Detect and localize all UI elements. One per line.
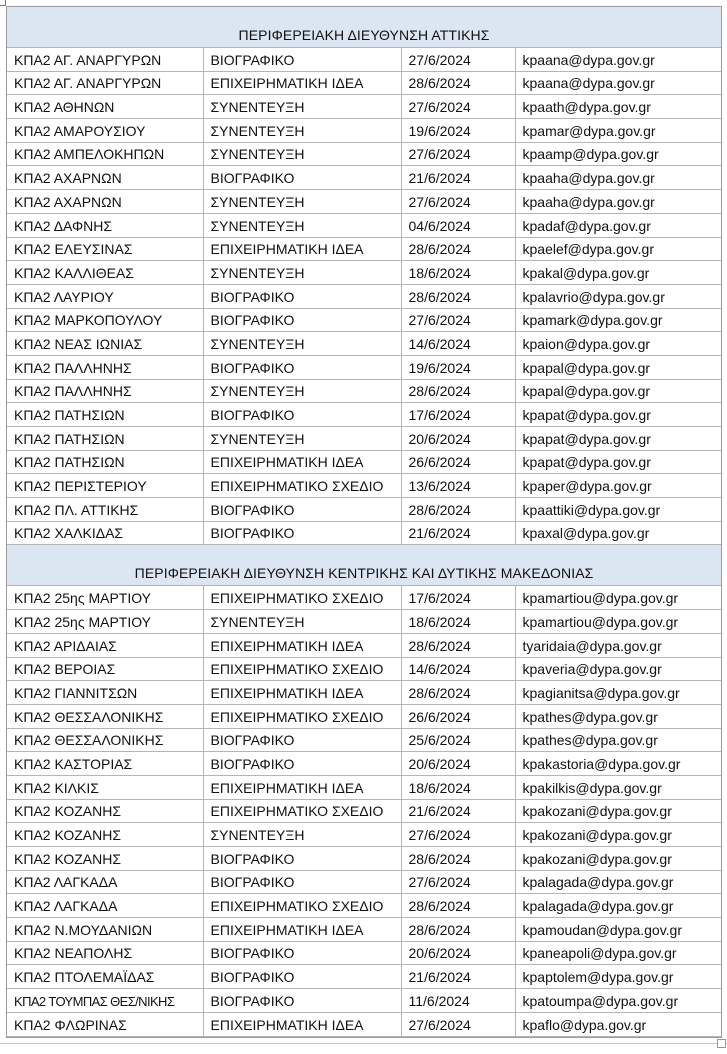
sheet-bottom-edge [0, 1043, 727, 1054]
office-cell: ΚΠΑ2 ΤΟΥΜΠΑΣ ΘΕΣ/ΝΙΚΗΣ [7, 989, 203, 1013]
date-cell: 27/6/2024 [401, 823, 515, 847]
date-cell: 28/6/2024 [401, 237, 515, 261]
date-cell: 27/6/2024 [401, 870, 515, 894]
table-row [7, 355, 721, 379]
office-cell: ΚΠΑ2 ΔΑΦΝΗΣ [7, 213, 203, 237]
date-cell: 19/6/2024 [401, 355, 515, 379]
date-cell: 20/6/2024 [401, 427, 515, 451]
region-header-row [7, 7, 721, 48]
date-cell: 28/6/2024 [401, 71, 515, 95]
email-cell: kpaveria@dypa.gov.gr [515, 657, 721, 681]
date-cell: 27/6/2024 [401, 190, 515, 214]
date-cell: 28/6/2024 [401, 847, 515, 871]
date-cell: 27/6/2024 [401, 48, 515, 72]
service-cell: ΒΙΟΓΡΑΦΙΚΟ [203, 166, 401, 190]
table-row [7, 586, 721, 610]
service-cell: ΒΙΟΓΡΑΦΙΚΟ [203, 498, 401, 522]
service-cell: ΒΙΟΓΡΑΦΙΚΟ [203, 308, 401, 332]
date-cell: 17/6/2024 [401, 403, 515, 427]
table-row [7, 71, 721, 95]
service-cell: ΒΙΟΓΡΑΦΙΚΟ [203, 284, 401, 308]
email-cell: kpakozani@dypa.gov.gr [515, 847, 721, 871]
office-cell: ΚΠΑ2 ΜΑΡΚΟΠΟΥΛΟΥ [7, 308, 203, 332]
email-cell: kpaper@dypa.gov.gr [515, 474, 721, 498]
table-row [7, 403, 721, 427]
office-cell: ΚΠΑ2 ΚΟΖΑΝΗΣ [7, 847, 203, 871]
table-row [7, 941, 721, 965]
table-row [7, 119, 721, 143]
office-cell: ΚΠΑ2 ΦΛΩΡΙΝΑΣ [7, 1012, 203, 1036]
email-cell: kpaptolem@dypa.gov.gr [515, 965, 721, 989]
date-cell: 21/6/2024 [401, 521, 515, 545]
office-cell: ΚΠΑ2 ΑΘΗΝΩΝ [7, 95, 203, 119]
date-cell: 28/6/2024 [401, 633, 515, 657]
service-cell: ΣΥΝΕΝΤΕΥΞΗ [203, 119, 401, 143]
service-cell: ΕΠΙΧΕΙΡΗΜΑΤΙΚΗ ΙΔΕΑ [203, 918, 401, 942]
service-cell: ΕΠΙΧΕΙΡΗΜΑΤΙΚΗ ΙΔΕΑ [203, 71, 401, 95]
table-row [7, 284, 721, 308]
date-cell: 28/6/2024 [401, 284, 515, 308]
office-cell: ΚΠΑ2 ΠΛ. ΑΤΤΙΚΗΣ [7, 498, 203, 522]
service-cell: ΒΙΟΓΡΑΦΙΚΟ [203, 965, 401, 989]
office-cell: ΚΠΑ2 25ης ΜΑΡΤΙΟΥ [7, 610, 203, 634]
date-cell: 27/6/2024 [401, 1012, 515, 1036]
date-cell: 26/6/2024 [401, 704, 515, 728]
service-cell: ΣΥΝΕΝΤΕΥΞΗ [203, 142, 401, 166]
region-header-row [7, 545, 721, 586]
table-row [7, 261, 721, 285]
service-cell: ΣΥΝΕΝΤΕΥΞΗ [203, 379, 401, 403]
date-cell: 27/6/2024 [401, 142, 515, 166]
office-cell: ΚΠΑ2 ΠΑΤΗΣΙΩΝ [7, 403, 203, 427]
office-cell: ΚΠΑ2 ΘΕΣΣΑΛΟΝΙΚΗΣ [7, 704, 203, 728]
email-cell: kpakilkis@dypa.gov.gr [515, 775, 721, 799]
service-cell: ΕΠΙΧΕΙΡΗΜΑΤΙΚΟ ΣΧΕΔΙΟ [203, 586, 401, 610]
office-cell: ΚΠΑ2 ΑΓ. ΑΝΑΡΓΥΡΩΝ [7, 71, 203, 95]
resize-handle[interactable] [717, 1039, 726, 1048]
service-cell: ΣΥΝΕΝΤΕΥΞΗ [203, 213, 401, 237]
table-row [7, 213, 721, 237]
table-row [7, 166, 721, 190]
office-cell: ΚΠΑ2 ΚΟΖΑΝΗΣ [7, 823, 203, 847]
date-cell: 28/6/2024 [401, 498, 515, 522]
table-row [7, 704, 721, 728]
service-cell: ΒΙΟΓΡΑΦΙΚΟ [203, 403, 401, 427]
service-cell: ΕΠΙΧΕΙΡΗΜΑΤΙΚΗ ΙΔΕΑ [203, 633, 401, 657]
office-cell: ΚΠΑ2 25ης ΜΑΡΤΙΟΥ [7, 586, 203, 610]
date-cell: 11/6/2024 [401, 989, 515, 1013]
table-row [7, 142, 721, 166]
office-cell: ΚΠΑ2 ΑΧΑΡΝΩΝ [7, 166, 203, 190]
table-row [7, 775, 721, 799]
email-cell: tyaridaia@dypa.gov.gr [515, 633, 721, 657]
date-cell: 19/6/2024 [401, 119, 515, 143]
date-cell: 13/6/2024 [401, 474, 515, 498]
region-title: ΠΕΡΙΦΕΡΕΙΑΚΗ ΔΙΕΥΘΥΝΣΗ ΑΤΤΙΚΗΣ [238, 27, 490, 43]
date-cell: 14/6/2024 [401, 332, 515, 356]
service-cell: ΒΙΟΓΡΑΦΙΚΟ [203, 355, 401, 379]
date-cell: 21/6/2024 [401, 799, 515, 823]
table-row [7, 918, 721, 942]
region-title: ΠΕΡΙΦΕΡΕΙΑΚΗ ΔΙΕΥΘΥΝΣΗ ΚΕΝΤΡΙΚΗΣ ΚΑΙ ΔΥΤΙΚΗΣ ΜΑΚΕΔΟΝΙΑΣ [134, 565, 594, 582]
date-cell: 20/6/2024 [401, 752, 515, 776]
email-cell: kpapal@dypa.gov.gr [515, 355, 721, 379]
email-cell: kpaaha@dypa.gov.gr [515, 166, 721, 190]
office-cell: ΚΠΑ2 ΒΕΡΟΙΑΣ [7, 657, 203, 681]
office-cell: ΚΠΑ2 ΓΙΑΝΝΙΤΣΩΝ [7, 681, 203, 705]
office-cell: ΚΠΑ2 ΛΑΓΚΑΔΑ [7, 870, 203, 894]
email-cell: kpakozani@dypa.gov.gr [515, 823, 721, 847]
service-cell: ΣΥΝΕΝΤΕΥΞΗ [203, 95, 401, 119]
email-cell: kpaath@dypa.gov.gr [515, 95, 721, 119]
service-cell: ΒΙΟΓΡΑΦΙΚΟ [203, 870, 401, 894]
office-cell: ΚΠΑ2 Ν.ΜΟΥΔΑΝΙΩΝ [7, 918, 203, 942]
office-cell: ΚΠΑ2 ΚΟΖΑΝΗΣ [7, 799, 203, 823]
table-row [7, 989, 721, 1013]
service-cell: ΕΠΙΧΕΙΡΗΜΑΤΙΚΟ ΣΧΕΔΙΟ [203, 894, 401, 918]
email-cell: kpaamp@dypa.gov.gr [515, 142, 721, 166]
date-cell: 18/6/2024 [401, 610, 515, 634]
region-header-cell [7, 7, 721, 48]
email-cell: kpapat@dypa.gov.gr [515, 427, 721, 451]
table-row [7, 237, 721, 261]
date-cell: 27/6/2024 [401, 308, 515, 332]
email-cell: kpamartiou@dypa.gov.gr [515, 586, 721, 610]
office-cell: ΚΠΑ2 ΝΕΑΣ ΙΩΝΙΑΣ [7, 332, 203, 356]
office-cell: ΚΠΑ2 ΛΑΥΡΙΟΥ [7, 284, 203, 308]
service-cell: ΒΙΟΓΡΑΦΙΚΟ [203, 752, 401, 776]
service-cell: ΒΙΟΓΡΑΦΙΚΟ [203, 728, 401, 752]
table-row [7, 633, 721, 657]
date-cell: 28/6/2024 [401, 894, 515, 918]
office-cell: ΚΠΑ2 ΚΑΣΤΟΡΙΑΣ [7, 752, 203, 776]
date-cell: 14/6/2024 [401, 657, 515, 681]
date-cell: 25/6/2024 [401, 728, 515, 752]
table-row [7, 657, 721, 681]
schedule-sheet [6, 6, 722, 1038]
date-cell: 21/6/2024 [401, 166, 515, 190]
table-row [7, 427, 721, 451]
email-cell: kpapat@dypa.gov.gr [515, 450, 721, 474]
schedule-table [7, 7, 721, 1037]
email-cell: kpamar@dypa.gov.gr [515, 119, 721, 143]
date-cell: 17/6/2024 [401, 586, 515, 610]
office-cell: ΚΠΑ2 ΚΙΛΚΙΣ [7, 775, 203, 799]
email-cell: kpadaf@dypa.gov.gr [515, 213, 721, 237]
table-row [7, 332, 721, 356]
date-cell: 21/6/2024 [401, 965, 515, 989]
email-cell: kpaelef@dypa.gov.gr [515, 237, 721, 261]
table-row [7, 965, 721, 989]
service-cell: ΕΠΙΧΕΙΡΗΜΑΤΙΚΗ ΙΔΕΑ [203, 681, 401, 705]
email-cell: kpapal@dypa.gov.gr [515, 379, 721, 403]
date-cell: 28/6/2024 [401, 681, 515, 705]
office-cell: ΚΠΑ2 ΠΑΛΛΗΝΗΣ [7, 379, 203, 403]
table-row [7, 1012, 721, 1036]
date-cell: 26/6/2024 [401, 450, 515, 474]
office-cell: ΚΠΑ2 ΘΕΣΣΑΛΟΝΙΚΗΣ [7, 728, 203, 752]
office-cell: ΚΠΑ2 ΧΑΛΚΙΔΑΣ [7, 521, 203, 545]
office-cell: ΚΠΑ2 ΑΜΠΕΛΟΚΗΠΩΝ [7, 142, 203, 166]
office-cell: ΚΠΑ2 ΠΑΤΗΣΙΩΝ [7, 427, 203, 451]
service-cell: ΕΠΙΧΕΙΡΗΜΑΤΙΚΟ ΣΧΕΔΙΟ [203, 704, 401, 728]
service-cell: ΕΠΙΧΕΙΡΗΜΑΤΙΚΗ ΙΔΕΑ [203, 775, 401, 799]
table-row [7, 728, 721, 752]
office-cell: ΚΠΑ2 ΑΓ. ΑΝΑΡΓΥΡΩΝ [7, 48, 203, 72]
service-cell: ΒΙΟΓΡΑΦΙΚΟ [203, 989, 401, 1013]
email-cell: kpaxal@dypa.gov.gr [515, 521, 721, 545]
date-cell: 04/6/2024 [401, 213, 515, 237]
office-cell: ΚΠΑ2 ΑΧΑΡΝΩΝ [7, 190, 203, 214]
office-cell: ΚΠΑ2 ΛΑΓΚΑΔΑ [7, 894, 203, 918]
date-cell: 28/6/2024 [401, 918, 515, 942]
office-cell: ΚΠΑ2 ΚΑΛΛΙΘΕΑΣ [7, 261, 203, 285]
email-cell: kpaflo@dypa.gov.gr [515, 1012, 721, 1036]
service-cell: ΕΠΙΧΕΙΡΗΜΑΤΙΚΗ ΙΔΕΑ [203, 237, 401, 261]
table-row [7, 474, 721, 498]
office-cell: ΚΠΑ2 ΠΕΡΙΣΤΕΡΙΟΥ [7, 474, 203, 498]
service-cell: ΕΠΙΧΕΙΡΗΜΑΤΙΚΟ ΣΧΕΔΙΟ [203, 474, 401, 498]
date-cell: 18/6/2024 [401, 775, 515, 799]
email-cell: kpaana@dypa.gov.gr [515, 48, 721, 72]
email-cell: kpaion@dypa.gov.gr [515, 332, 721, 356]
office-cell: ΚΠΑ2 ΑΜΑΡΟΥΣΙΟΥ [7, 119, 203, 143]
office-cell: ΚΠΑ2 ΠΤΟΛΕΜΑΪΔΑΣ [7, 965, 203, 989]
table-row [7, 498, 721, 522]
date-cell: 18/6/2024 [401, 261, 515, 285]
date-cell: 28/6/2024 [401, 379, 515, 403]
office-cell: ΚΠΑ2 ΕΛΕΥΣΙΝΑΣ [7, 237, 203, 261]
office-cell: ΚΠΑ2 ΠΑΛΛΗΝΗΣ [7, 355, 203, 379]
table-row [7, 450, 721, 474]
service-cell: ΕΠΙΧΕΙΡΗΜΑΤΙΚΟ ΣΧΕΔΙΟ [203, 799, 401, 823]
service-cell: ΕΠΙΧΕΙΡΗΜΑΤΙΚΗ ΙΔΕΑ [203, 450, 401, 474]
service-cell: ΕΠΙΧΕΙΡΗΜΑΤΙΚΗ ΙΔΕΑ [203, 1012, 401, 1036]
date-cell: 27/6/2024 [401, 95, 515, 119]
service-cell: ΒΙΟΓΡΑΦΙΚΟ [203, 941, 401, 965]
table-row [7, 847, 721, 871]
service-cell: ΒΙΟΓΡΑΦΙΚΟ [203, 521, 401, 545]
office-cell: ΚΠΑ2 ΑΡΙΔΑΙΑΣ [7, 633, 203, 657]
email-cell: kpathes@dypa.gov.gr [515, 728, 721, 752]
email-cell: kpalavrio@dypa.gov.gr [515, 284, 721, 308]
table-row [7, 48, 721, 72]
table-row [7, 610, 721, 634]
service-cell: ΒΙΟΓΡΑΦΙΚΟ [203, 847, 401, 871]
service-cell: ΒΙΟΓΡΑΦΙΚΟ [203, 48, 401, 72]
office-cell: ΚΠΑ2 ΠΑΤΗΣΙΩΝ [7, 450, 203, 474]
email-cell: kpaneapoli@dypa.gov.gr [515, 941, 721, 965]
service-cell: ΣΥΝΕΝΤΕΥΞΗ [203, 823, 401, 847]
email-cell: kpakozani@dypa.gov.gr [515, 799, 721, 823]
email-cell: kpalagada@dypa.gov.gr [515, 870, 721, 894]
service-cell: ΣΥΝΕΝΤΕΥΞΗ [203, 332, 401, 356]
email-cell: kpakastoria@dypa.gov.gr [515, 752, 721, 776]
date-cell: 20/6/2024 [401, 941, 515, 965]
email-cell: kpamoudan@dypa.gov.gr [515, 918, 721, 942]
service-cell: ΣΥΝΕΝΤΕΥΞΗ [203, 427, 401, 451]
service-cell: ΣΥΝΕΝΤΕΥΞΗ [203, 610, 401, 634]
email-cell: kpaaha@dypa.gov.gr [515, 190, 721, 214]
table-row [7, 681, 721, 705]
table-row [7, 379, 721, 403]
email-cell: kpaana@dypa.gov.gr [515, 71, 721, 95]
table-row [7, 894, 721, 918]
service-cell: ΕΠΙΧΕΙΡΗΜΑΤΙΚΟ ΣΧΕΔΙΟ [203, 657, 401, 681]
email-cell: kpatoumpa@dypa.gov.gr [515, 989, 721, 1013]
table-row [7, 799, 721, 823]
email-cell: kpagianitsa@dypa.gov.gr [515, 681, 721, 705]
table-row [7, 308, 721, 332]
email-cell: kpathes@dypa.gov.gr [515, 704, 721, 728]
email-cell: kpamark@dypa.gov.gr [515, 308, 721, 332]
email-cell: kpakal@dypa.gov.gr [515, 261, 721, 285]
email-cell: kpaattiki@dypa.gov.gr [515, 498, 721, 522]
table-row [7, 870, 721, 894]
email-cell: kpapat@dypa.gov.gr [515, 403, 721, 427]
table-row [7, 752, 721, 776]
service-cell: ΣΥΝΕΝΤΕΥΞΗ [203, 261, 401, 285]
email-cell: kpamartiou@dypa.gov.gr [515, 610, 721, 634]
table-row [7, 190, 721, 214]
table-row [7, 95, 721, 119]
table-row [7, 823, 721, 847]
email-cell: kpalagada@dypa.gov.gr [515, 894, 721, 918]
region-header-cell [7, 545, 721, 586]
service-cell: ΣΥΝΕΝΤΕΥΞΗ [203, 190, 401, 214]
table-row [7, 521, 721, 545]
office-cell: ΚΠΑ2 ΝΕΑΠΟΛΗΣ [7, 941, 203, 965]
